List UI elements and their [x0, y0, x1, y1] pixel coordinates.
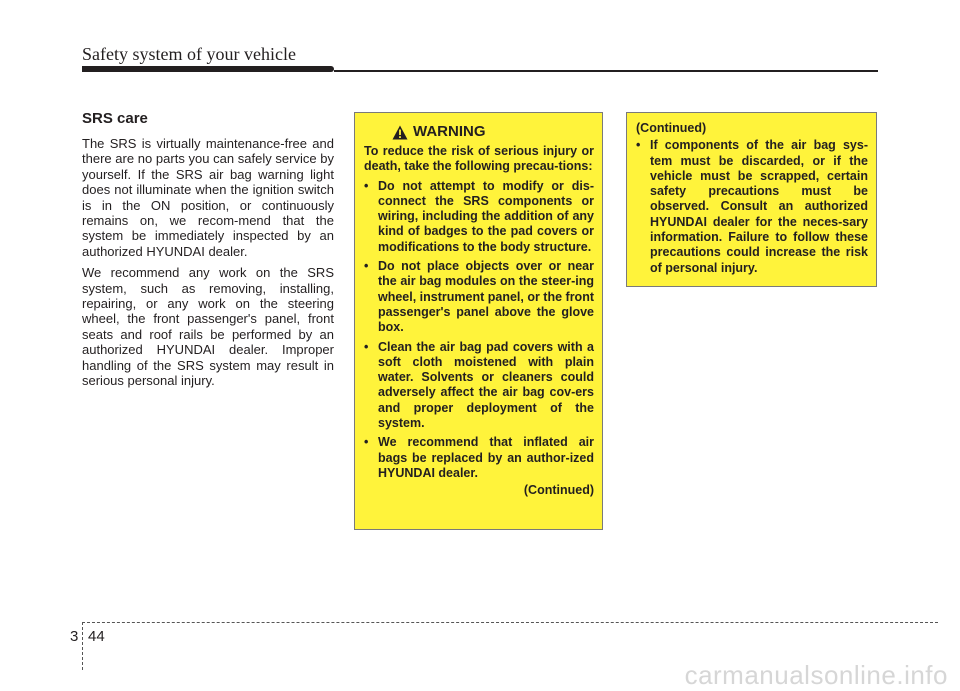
continued-list [636, 138, 868, 276]
header-rule-thin [334, 70, 878, 72]
continued-item: • If components of the air bag sys-tem must be discarded, or if the vehicle must be scrapped, certain safety precautions must be observed. Consult an authorized HYUNDAI dealer for the neces-sary information. Failure to follow these precautions could increase the risk of personal injury. [636, 138, 868, 276]
header-rule-thick [82, 66, 334, 72]
footer-divider [82, 622, 83, 670]
warning-item: • Do not attempt to modify or dis-connect the SRS components or wiring, including the addition of any kind of badges to the pad covers or modifications to the body structure. [364, 179, 594, 255]
continued-warning-box [626, 112, 877, 287]
warning-box [354, 112, 603, 530]
page-header-title: Safety system of your vehicle [82, 44, 296, 64]
warning-title: WARNING [413, 123, 486, 140]
warning-item: • We recommend that inflated air bags be replaced by an author-ized HYUNDAI dealer. [364, 435, 594, 481]
srs-care-heading: SRS care [82, 110, 148, 127]
watermark-text: carmanualsonline.info [684, 660, 948, 690]
warning-continued: (Continued) [523, 483, 594, 498]
footer-rule [82, 622, 938, 623]
warning-list [364, 179, 594, 482]
continued-heading: (Continued) [636, 121, 707, 135]
srs-care-paragraph-1: The SRS is virtually maintenance-free and there are no parts you can safely service by yourself. If the SRS air bag warning light does not illuminate when the ignition switch is in the ON position, or continuously remains on, we recom-mend that the system be immediately inspected by an authorized HYUNDAI dealer. [82, 136, 334, 259]
warning-header [392, 123, 594, 141]
srs-care-section [82, 110, 334, 395]
warning-intro: To reduce the risk of serious injury or death, take the following precau-tions: [364, 144, 594, 174]
warning-triangle-icon [392, 125, 408, 140]
srs-care-paragraph-2: We recommend any work on the SRS system, such as removing, installing, repairing, or any work on the steering wheel, the front passenger's panel, front seats and roof rails be performed by an authorized HYUNDAI dealer. Improper handling of the SRS system may result in serious personal injury. [82, 265, 334, 389]
warning-item: • Clean the air bag pad covers with a soft cloth moistened with plain water. Solvents or cleaners could adversely affect the air bag cov-ers and proper deployment of the system. [364, 340, 594, 432]
chapter-number: 3 [70, 628, 79, 645]
page-number: 44 [88, 628, 105, 645]
warning-item: • Do not place objects over or near the air bag modules on the steer-ing wheel, instrument panel, or the front passenger's panel above the glove box. [364, 259, 594, 335]
